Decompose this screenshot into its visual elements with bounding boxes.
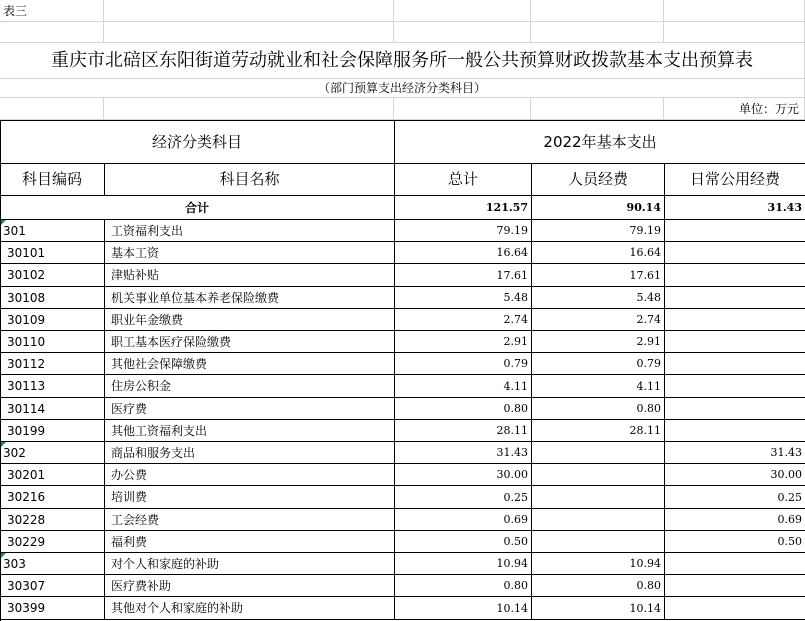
empty-cell[interactable]: [394, 98, 531, 120]
empty-cell[interactable]: [664, 22, 805, 43]
cell-total[interactable]: 31.43: [395, 442, 532, 464]
cell-total[interactable]: 0.80: [395, 575, 532, 597]
cell-name[interactable]: 其他对个人和家庭的补助: [105, 597, 395, 620]
cell-daily[interactable]: 0.25: [665, 486, 805, 509]
cell-personnel[interactable]: 28.11: [532, 420, 665, 442]
header-total[interactable]: 总计: [395, 164, 532, 196]
cell-daily[interactable]: [665, 287, 805, 309]
empty-cell[interactable]: [531, 22, 664, 43]
cell-daily[interactable]: [665, 553, 805, 575]
cell-total[interactable]: 17.61: [395, 264, 532, 287]
cell-name[interactable]: 福利费: [105, 531, 395, 553]
cell-total[interactable]: 28.11: [395, 420, 532, 442]
cell-code[interactable]: 30216: [0, 486, 105, 509]
cell-total[interactable]: 4.11: [395, 375, 532, 398]
comment-marker-icon: [1, 442, 6, 447]
cell-total[interactable]: 2.74: [395, 309, 532, 331]
cell-personnel[interactable]: [532, 509, 665, 531]
cell-daily[interactable]: [665, 420, 805, 442]
total-row-total[interactable]: 121.57: [395, 196, 532, 220]
cell-personnel[interactable]: [532, 442, 665, 464]
cell-code[interactable]: 30108: [0, 287, 105, 309]
cell-name[interactable]: 其他工资福利支出: [105, 420, 395, 442]
cell-total[interactable]: 79.19: [395, 220, 532, 242]
cell-personnel[interactable]: 10.14: [532, 597, 665, 620]
comment-marker-icon: [1, 553, 6, 558]
cell-code[interactable]: 30101: [0, 242, 105, 264]
cell-daily[interactable]: [665, 375, 805, 398]
cell-personnel[interactable]: 0.80: [532, 398, 665, 420]
cell-code[interactable]: 30109: [0, 309, 105, 331]
empty-cell[interactable]: [394, 0, 531, 22]
cell-daily[interactable]: [665, 264, 805, 287]
empty-cell[interactable]: [531, 0, 664, 22]
cell-personnel[interactable]: [532, 464, 665, 486]
cell-daily[interactable]: [665, 242, 805, 264]
cell-name[interactable]: 住房公积金: [105, 375, 395, 398]
cell-code[interactable]: 302: [0, 442, 105, 464]
cell-name[interactable]: 基本工资: [105, 242, 395, 264]
empty-cell[interactable]: [104, 0, 394, 22]
cell-total[interactable]: 30.00: [395, 464, 532, 486]
total-row-daily[interactable]: 31.43: [665, 196, 805, 220]
cell-total[interactable]: 10.14: [395, 597, 532, 620]
cell-code[interactable]: 30229: [0, 531, 105, 553]
cell-daily[interactable]: [665, 309, 805, 331]
cell-code[interactable]: 30307: [0, 575, 105, 597]
cell-personnel[interactable]: 79.19: [532, 220, 665, 242]
cell-code[interactable]: 30201: [0, 464, 105, 486]
cell-total[interactable]: 0.80: [395, 398, 532, 420]
empty-cell[interactable]: [104, 22, 394, 43]
table-subtitle[interactable]: （部门预算支出经济分类科目）: [0, 79, 805, 98]
empty-cell[interactable]: [664, 0, 805, 22]
cell-total[interactable]: 10.94: [395, 553, 532, 575]
total-row-label[interactable]: [0, 196, 395, 220]
empty-cell[interactable]: [0, 22, 104, 43]
cell-code[interactable]: 30113: [0, 375, 105, 398]
cell-name[interactable]: 职业年金缴费: [105, 309, 395, 331]
cell-name[interactable]: 医疗费: [105, 398, 395, 420]
cell-daily[interactable]: [665, 398, 805, 420]
cell-code[interactable]: 301: [0, 220, 105, 242]
total-label: 合计: [184, 200, 209, 215]
cell-personnel[interactable]: 16.64: [532, 242, 665, 264]
empty-cell[interactable]: [531, 98, 664, 120]
cell-total[interactable]: 16.64: [395, 242, 532, 264]
cell-personnel[interactable]: 0.80: [532, 575, 665, 597]
cell-name[interactable]: 办公费: [105, 464, 395, 486]
cell-personnel[interactable]: 4.11: [532, 375, 665, 398]
budget-table: [0, 120, 805, 621]
header-personnel[interactable]: 人员经费: [532, 164, 665, 196]
sheet-label[interactable]: 表三: [0, 0, 104, 22]
cell-code[interactable]: 30112: [0, 353, 105, 375]
cell-code[interactable]: 30399: [0, 597, 105, 620]
cell-name[interactable]: 工资福利支出: [105, 220, 395, 242]
cell-daily[interactable]: [665, 331, 805, 353]
header-year-expense[interactable]: 2022年基本支出: [395, 121, 805, 164]
cell-daily[interactable]: 30.00: [665, 464, 805, 486]
cell-daily[interactable]: [665, 597, 805, 620]
cell-name[interactable]: 其他社会保障缴费: [105, 353, 395, 375]
cell-daily[interactable]: [665, 353, 805, 375]
cell-total[interactable]: 0.79: [395, 353, 532, 375]
cell-personnel[interactable]: 2.91: [532, 331, 665, 353]
cell-total[interactable]: 0.50: [395, 531, 532, 553]
empty-cell[interactable]: [104, 98, 394, 120]
table-title[interactable]: 重庆市北碚区东阳街道劳动就业和社会保障服务所一般公共预算财政拨款基本支出预算表: [0, 43, 805, 79]
cell-code[interactable]: 30110: [0, 331, 105, 353]
cell-name[interactable]: 津贴补贴: [105, 264, 395, 287]
cell-daily[interactable]: 31.43: [665, 442, 805, 464]
total-row-personnel[interactable]: 90.14: [532, 196, 665, 220]
cell-personnel[interactable]: [532, 531, 665, 553]
cell-name[interactable]: 职工基本医疗保险缴费: [105, 331, 395, 353]
cell-personnel[interactable]: 17.61: [532, 264, 665, 287]
cell-code[interactable]: 30114: [0, 398, 105, 420]
cell-personnel[interactable]: 10.94: [532, 553, 665, 575]
cell-daily[interactable]: 0.50: [665, 531, 805, 553]
cell-personnel[interactable]: [532, 486, 665, 509]
cell-daily[interactable]: [665, 575, 805, 597]
cell-total[interactable]: 2.91: [395, 331, 532, 353]
cell-personnel[interactable]: 0.79: [532, 353, 665, 375]
header-name[interactable]: 科目名称: [105, 164, 395, 196]
comment-marker-icon: [1, 220, 6, 225]
cell-code[interactable]: 30199: [0, 420, 105, 442]
cell-name[interactable]: 医疗费补助: [105, 575, 395, 597]
header-daily[interactable]: 日常公用经费: [665, 164, 805, 196]
cell-code[interactable]: 30102: [0, 264, 105, 287]
cell-personnel[interactable]: 5.48: [532, 287, 665, 309]
empty-cell[interactable]: [0, 98, 104, 120]
cell-code[interactable]: 303: [0, 553, 105, 575]
cell-total[interactable]: 5.48: [395, 287, 532, 309]
cell-name[interactable]: 培训费: [105, 486, 395, 509]
header-econ-class[interactable]: 经济分类科目: [0, 121, 395, 164]
cell-daily[interactable]: [665, 220, 805, 242]
cell-code[interactable]: 30228: [0, 509, 105, 531]
empty-cell[interactable]: [394, 22, 531, 43]
cell-daily[interactable]: 0.69: [665, 509, 805, 531]
cell-name[interactable]: 工会经费: [105, 509, 395, 531]
cell-total[interactable]: 0.25: [395, 486, 532, 509]
unit-label[interactable]: 单位：万元: [664, 98, 805, 120]
cell-name[interactable]: 机关事业单位基本养老保险缴费: [105, 287, 395, 309]
header-code[interactable]: 科目编码: [0, 164, 105, 196]
cell-name[interactable]: 对个人和家庭的补助: [105, 553, 395, 575]
cell-personnel[interactable]: 2.74: [532, 309, 665, 331]
cell-name[interactable]: 商品和服务支出: [105, 442, 395, 464]
cell-total[interactable]: 0.69: [395, 509, 532, 531]
